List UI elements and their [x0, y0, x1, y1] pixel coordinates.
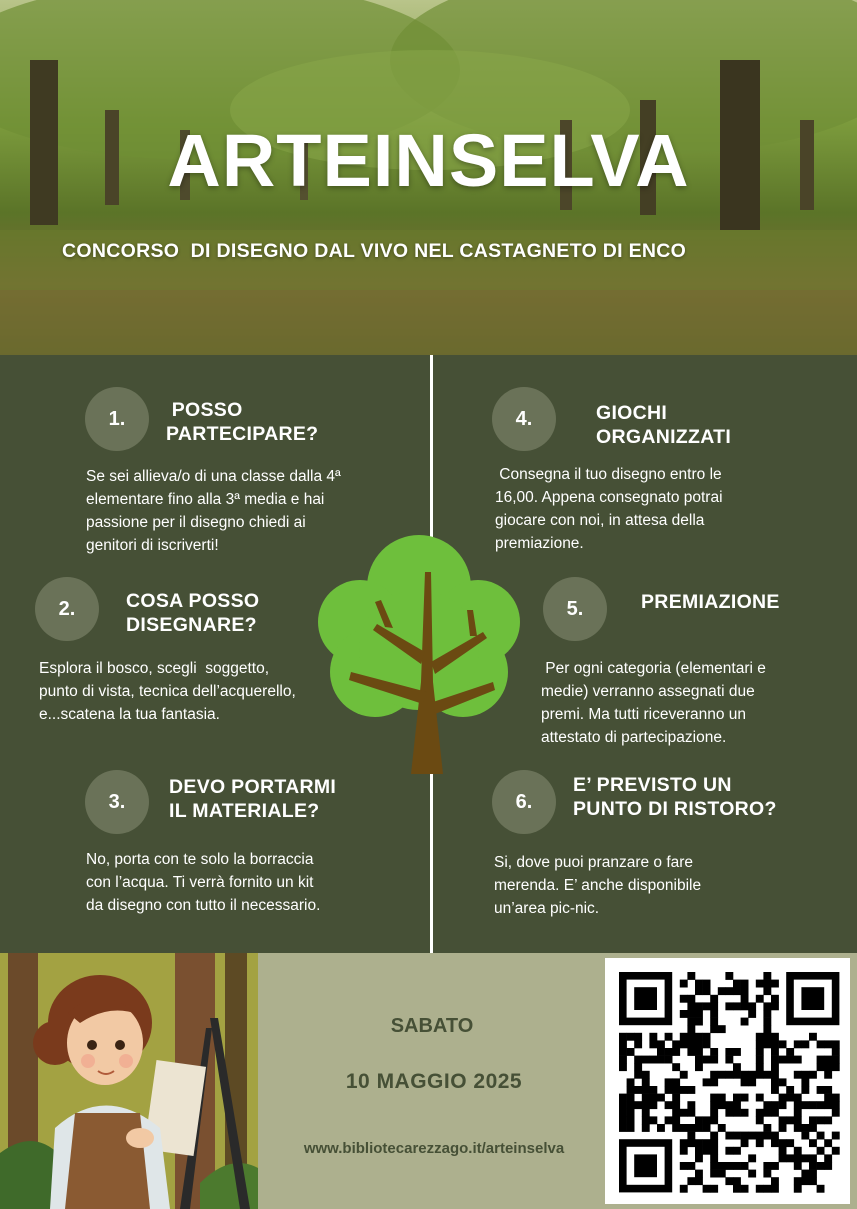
- page-subtitle: CONCORSO DI DISEGNO DAL VIVO NEL CASTAGNETO DI ENCO: [62, 240, 687, 262]
- qr-code[interactable]: [605, 958, 850, 1204]
- section-5-number: 5.: [543, 577, 607, 641]
- girl-painting-illustration: [0, 953, 258, 1209]
- event-url[interactable]: www.bibliotecarezzago.it/arteinselva: [303, 1140, 565, 1157]
- section-5-heading: PREMIAZIONE: [641, 591, 780, 613]
- section-3-number: 3.: [85, 770, 149, 834]
- section-2-body: Esplora il bosco, scegli soggetto, punto di vista, tecnica dell’acquerello, e...scatena la tua fantasia.: [39, 660, 296, 723]
- section-2-number: 2.: [35, 577, 99, 641]
- section-1-number: 1.: [85, 387, 149, 451]
- event-day: SABATO: [390, 1015, 474, 1037]
- section-1-body: Se sei allieva/o di una classe dalla 4ª elementare fino alla 3ª media e hai passione per il disegno chiedi ai genitori di iscriverti!: [86, 468, 341, 554]
- section-6-body: Si, dove puoi pranzare o fare merenda. E’ anche disponibile un’area pic-nic.: [494, 854, 702, 917]
- section-4-body: Consegna il tuo disegno entro le 16,00. Appena consegnato potrai giocare con noi, in attesa della premiazione.: [495, 466, 723, 552]
- section-6-number: 6.: [492, 770, 556, 834]
- event-date: 10 MAGGIO 2025: [345, 1070, 523, 1093]
- page-title: ARTEINSELVA: [167, 119, 690, 202]
- section-3-body: No, porta con te solo la borraccia con l’acqua. Ti verrà fornito un kit da disegno con tutto il necessario.: [86, 851, 321, 914]
- section-6-heading: E’ PREVISTO UN PUNTO DI RISTORO?: [573, 774, 777, 820]
- section-5-body: Per ogni categoria (elementari e medie) verranno assegnati due premi. Ma tutti riceveranno un attestato di partecipazione.: [541, 660, 766, 746]
- section-3-heading: DEVO PORTARMI IL MATERIALE?: [169, 776, 337, 822]
- qr-code-pattern: [605, 958, 850, 1204]
- section-4-number: 4.: [492, 387, 556, 451]
- section-2-heading: COSA POSSO DISEGNARE?: [126, 590, 260, 636]
- hero-banner: [0, 0, 857, 355]
- section-4-heading: GIOCHI ORGANIZZATI: [596, 402, 732, 448]
- tree-icon: [315, 532, 523, 777]
- section-1-heading: POSSO PARTECIPARE?: [166, 399, 319, 445]
